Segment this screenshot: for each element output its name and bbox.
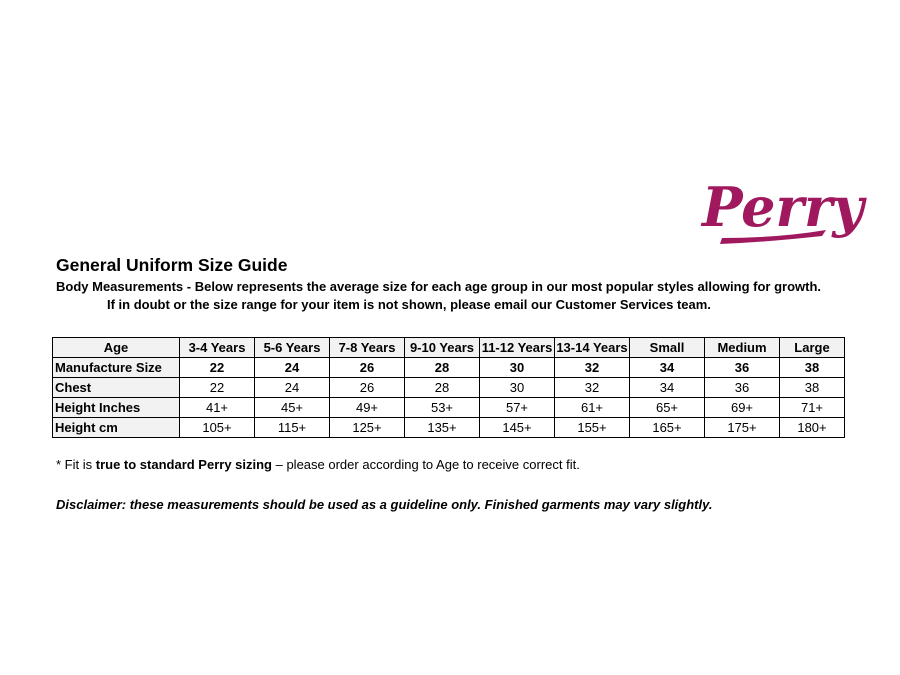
fit-note <box>56 457 580 472</box>
table-row <box>53 398 845 418</box>
header-col: 5-6 Years <box>255 338 330 358</box>
table-cell: 57+ <box>480 398 555 418</box>
table-cell: 30 <box>480 358 555 378</box>
table-body <box>53 358 845 438</box>
table-row <box>53 378 845 398</box>
intro-line-2: If in doubt or the size range for your item is not shown, please email our Customer Services team. <box>107 297 711 312</box>
table-cell: 180+ <box>780 418 845 438</box>
table-row <box>53 358 845 378</box>
table-cell: 26 <box>330 358 405 378</box>
row-label: Chest <box>53 378 180 398</box>
row-label: Manufacture Size <box>53 358 180 378</box>
table-cell: 45+ <box>255 398 330 418</box>
table-cell: 36 <box>705 378 780 398</box>
header-col: 11-12 Years <box>480 338 555 358</box>
table-cell: 145+ <box>480 418 555 438</box>
row-label: Height Inches <box>53 398 180 418</box>
header-col: 9-10 Years <box>405 338 480 358</box>
table-cell: 135+ <box>405 418 480 438</box>
table-cell: 105+ <box>180 418 255 438</box>
table-cell: 26 <box>330 378 405 398</box>
table-cell: 34 <box>630 378 705 398</box>
header-col: Large <box>780 338 845 358</box>
table-cell: 65+ <box>630 398 705 418</box>
table-cell: 28 <box>405 378 480 398</box>
header-col: 13-14 Years <box>555 338 630 358</box>
header-col: 7-8 Years <box>330 338 405 358</box>
header-col: Small <box>630 338 705 358</box>
table-cell: 22 <box>180 358 255 378</box>
page-title: General Uniform Size Guide <box>56 255 288 275</box>
table-cell: 32 <box>555 378 630 398</box>
table-cell: 115+ <box>255 418 330 438</box>
fit-note-prefix: * Fit is <box>56 457 96 472</box>
fit-note-emphasis: true to standard Perry sizing <box>95 457 272 472</box>
table-cell: 41+ <box>180 398 255 418</box>
table-cell: 22 <box>180 378 255 398</box>
table-cell: 38 <box>780 378 845 398</box>
table-cell: 71+ <box>780 398 845 418</box>
logo-wordmark: Perry <box>702 175 864 239</box>
table-cell: 38 <box>780 358 845 378</box>
table-cell: 125+ <box>330 418 405 438</box>
table-cell: 49+ <box>330 398 405 418</box>
table-cell: 24 <box>255 378 330 398</box>
table-cell: 69+ <box>705 398 780 418</box>
table-cell: 165+ <box>630 418 705 438</box>
table-cell: 24 <box>255 358 330 378</box>
perry-logo <box>698 164 864 256</box>
size-table <box>52 337 845 438</box>
header-col: 3-4 Years <box>180 338 255 358</box>
table-cell: 36 <box>705 358 780 378</box>
table-cell: 28 <box>405 358 480 378</box>
table-cell: 155+ <box>555 418 630 438</box>
fit-note-suffix: – please order according to Age to receive correct fit. <box>272 457 580 472</box>
table-header-row <box>53 338 845 358</box>
table-cell: 32 <box>555 358 630 378</box>
disclaimer: Disclaimer: these measurements should be used as a guideline only. Finished garments may vary slightly. <box>56 497 713 512</box>
table-cell: 53+ <box>405 398 480 418</box>
table-cell: 175+ <box>705 418 780 438</box>
intro-line-1: Body Measurements - Below represents the average size for each age group in our most popular styles allowing for growth. <box>56 279 822 294</box>
header-age: Age <box>53 338 180 358</box>
table-cell: 34 <box>630 358 705 378</box>
table-cell: 30 <box>480 378 555 398</box>
row-label: Height cm <box>53 418 180 438</box>
table-cell: 61+ <box>555 398 630 418</box>
header-col: Medium <box>705 338 780 358</box>
table-row <box>53 418 845 438</box>
